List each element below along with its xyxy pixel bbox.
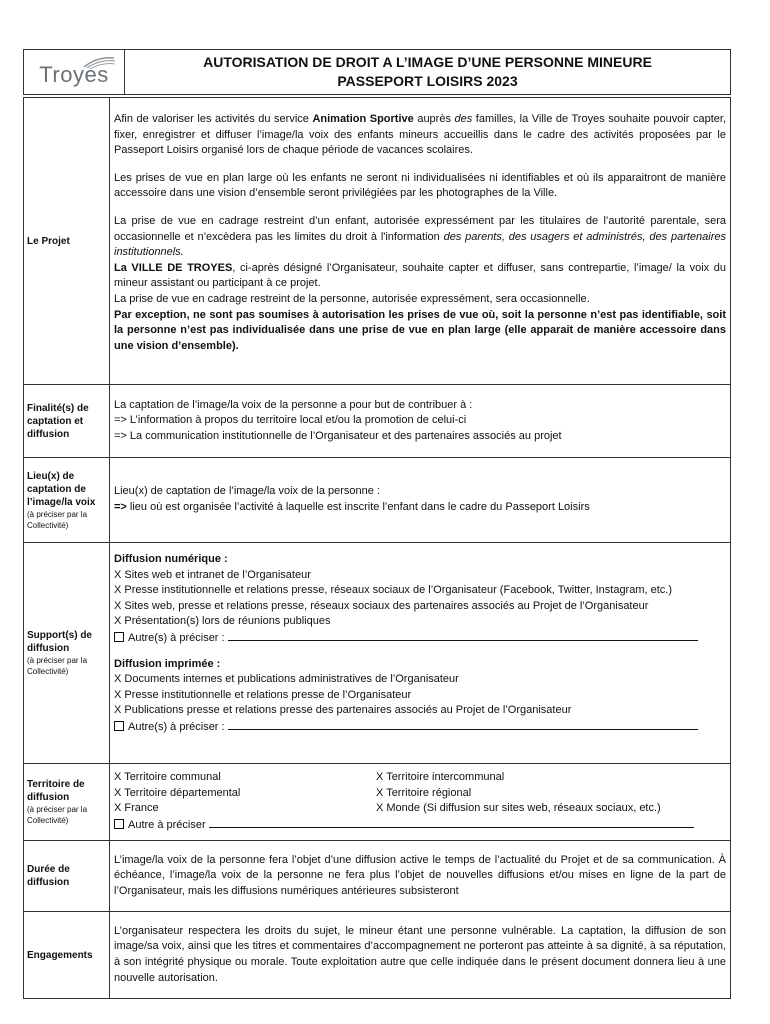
lieu-line-2: => lieu où est organisée l’activité à laquelle est inscrite l’enfant dans le cadre du Passeport Loisirs (114, 501, 590, 513)
label-territoire: Territoire de diffusion (à préciser par la Collectivité) (24, 764, 110, 840)
territoire-note: (à préciser par la Collectivité) (27, 805, 88, 825)
territoire-a3: X France (114, 802, 159, 815)
title-line-1: AUTORISATION DE DROIT A L’IMAGE D’UNE PERSONNE MINEURE (203, 54, 652, 70)
content-support (110, 543, 730, 763)
label-projet: Le Projet (24, 98, 110, 384)
row-lieu (24, 458, 730, 543)
projet-p2: Les prises de vue en plan large où les enfants ne seront ni individualisées ni identifiables et où ils apparaitront de manière accessoire dans une vision d’ensemble seront privilégiées par les photographes de la Ville. (114, 171, 726, 200)
fill-line[interactable] (209, 817, 694, 828)
territoire-other: Autre à préciser (114, 817, 726, 834)
support-imp-2: X Presse institutionnelle et relations presse de l’Organisateur (114, 688, 412, 701)
support-num-title: Diffusion numérique : (114, 553, 228, 565)
label-support: Support(s) de diffusion (à préciser par la Collectivité) (24, 543, 110, 763)
label-finalite: Finalité(s) de captation et diffusion (24, 385, 110, 457)
engagements-text: L’organisateur respectera les droits du sujet, le mineur étant une personne vulnérable. La captation, la diffusion de son image/sa voix, ainsi que les titres et commentaires d’accompagnement ne porteront pas atteinte à sa dignité, à sa réputation, à son intégrité physique ou morale. Toute exploitation autre que celle indiquée dans le présent document donnera lieu à une nouvelle autorisation. (114, 924, 726, 984)
row-finalite (24, 385, 730, 458)
support-num-4: X Présentation(s) lors de réunions publiques (114, 615, 331, 628)
duree-text: L’image/la voix de la personne fera l’objet d’une diffusion active le temps de l’actualité du Projet et de sa communication. À échéance, l’image/la voix de la personne ne fera plus l’objet de nouvelles diffusions et/ou mises en ligne de la part de l’Organisateur, mais les diffusions numériques antérieures subsisteront (114, 853, 726, 897)
support-note: (à préciser par la Collectivité) (27, 656, 88, 676)
logo-swoosh-icon (82, 55, 116, 69)
support-imp-title: Diffusion imprimée : (114, 657, 221, 670)
title-line-2: PASSEPORT LOISIRS 2023 (337, 73, 518, 89)
finalite-line-1: La captation de l’image/la voix de la personne a pour but de contribuer à : (114, 398, 473, 411)
content-finalite (110, 385, 730, 457)
projet-p5: La prise de vue en cadrage restreint de la personne, autorisée expressément, sera occasionnelle. (114, 292, 590, 305)
territoire-b1: X Territoire intercommunal (376, 771, 505, 783)
fill-line[interactable] (228, 630, 698, 641)
row-territoire (24, 764, 730, 841)
row-engagements (24, 912, 730, 998)
finalite-line-2: => L’information à propos du territoire local et/ou la promotion de celui-ci (114, 414, 467, 427)
support-imp-1: X Documents internes et publications administratives de l’Organisateur (114, 673, 459, 686)
row-projet (24, 98, 730, 385)
label-duree: Durée de diffusion (24, 841, 110, 911)
support-num-2: X Presse institutionnelle et relations presse, réseaux sociaux de l’Organisateur (Facebook, Twitter, Instagram, etc.) (114, 584, 673, 597)
lieu-note: (à préciser par la Collectivité) (27, 509, 88, 530)
fill-line[interactable] (228, 719, 698, 730)
projet-p4: La VILLE DE TROYES, ci-après désigné l’Organisateur, souhaite capter et diffuser, sans contrepartie, l’image/ la voix du mineur assistant ou participant à ce projet. (114, 261, 726, 290)
support-imp-4: Autre(s) à préciser : (114, 719, 726, 736)
form-table (23, 97, 731, 999)
logo (24, 50, 125, 94)
content-engagements (110, 912, 730, 998)
projet-p3: La prise de vue en cadrage restreint d’un enfant, autorisée expressément par les titulaires de l’autorité parentale, sera occasionnelle et n’excèdera pas les limites du droit à l'information des parents, des usagers et administrés, des partenaires institutionnels. (114, 214, 726, 259)
support-imp-3: X Publications presse et relations presse des partenaires associés au Projet de l’Organisateur (114, 704, 572, 717)
territoire-a2: X Territoire départemental (114, 786, 241, 799)
support-num-5: Autre(s) à préciser : (114, 630, 726, 647)
territoire-b2: X Territoire régional (376, 786, 472, 799)
checkbox-icon[interactable] (114, 721, 124, 731)
support-num-3: X Sites web, presse et relations presse, réseaux sociaux des partenaires associés au Projet de l’Organisateur (114, 599, 649, 612)
support-num-1: X Sites web et intranet de l’Organisateur (114, 568, 311, 581)
page-title (125, 50, 730, 94)
checkbox-icon[interactable] (114, 819, 124, 829)
lieu-line-1: Lieu(x) de captation de l’image/la voix de la personne : (114, 485, 380, 498)
content-territoire (110, 764, 730, 840)
label-lieu: Lieu(x) de captation de l’image/la voix (à préciser par la Collectivité) (24, 458, 110, 542)
finalite-line-3: => La communication institutionnelle de l’Organisateur et des partenaires associés au projet (114, 429, 562, 442)
row-support (24, 543, 730, 764)
content-duree (110, 841, 730, 911)
logo-text: Troyes (39, 62, 109, 87)
document-header (23, 49, 731, 95)
content-projet (110, 98, 730, 384)
content-lieu (110, 458, 730, 542)
projet-p1: Afin de valoriser les activités du service Animation Sportive auprès des familles, la Ville de Troyes souhaite pouvoir capter, fixer, enregistrer et diffuser l’image/la voix des enfants mineurs accueillis dans le cadre des activités proposées par le Passeport Loisirs organisé lors de chaque période de vacances scolaires. (114, 113, 727, 157)
row-duree (24, 841, 730, 912)
checkbox-icon[interactable] (114, 632, 124, 642)
territoire-a1: X Territoire communal (114, 771, 221, 783)
projet-p6: Par exception, ne sont pas soumises à autorisation les prises de vue où, soit la personne n’est pas identifiable, soit la personne n’est pas individualisée dans une prise de vue en plan large (elle apparait de manière accessoire dans une vision d’ensemble). (114, 308, 726, 352)
label-engagements: Engagements (24, 912, 110, 998)
territoire-b3: X Monde (Si diffusion sur sites web, réseaux sociaux, etc.) (376, 802, 661, 815)
